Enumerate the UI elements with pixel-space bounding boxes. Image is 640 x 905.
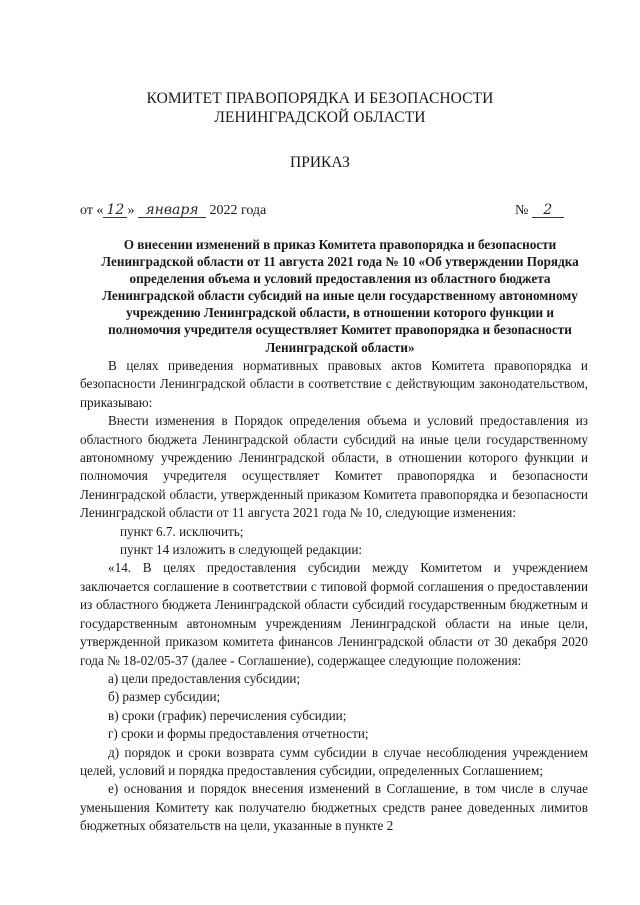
list-item-d: д) порядок и сроки возврата сумм субсидии в случае несоблюдения учреждением целей, условий и порядка предоставления субсидии, определенных Соглашением; (80, 744, 588, 778)
order-date (80, 203, 266, 219)
document-type-title: ПРИКАЗ (290, 154, 350, 171)
amendment-paragraph: Внести изменения в Порядок определения объема и условий предоставления из областного бюджета Ленинградской области субсидий на иные цели государственному автономному учреждению Ленинградской области, в отношении которого функции и полномочия учредителя осуществляет Комитет правопорядка и безопасности Ленинградской области, утвержденный приказом Комитета правопорядка и безопасности Ленинградской области от 11 августа 2021 года № 10, следующие изменения: (80, 413, 588, 521)
date-month-handwritten: января (138, 203, 206, 218)
number-label: № (515, 203, 529, 218)
date-year: 2022 года (209, 203, 267, 218)
preamble-paragraph: В целях приведения нормативных правовых актов Комитета правопорядка и безопасности Ленинградской области в соответствие с действующим законодательством, приказываю: (80, 358, 588, 410)
date-prefix: от « (80, 203, 104, 218)
organization-name-line2: ЛЕНИНГРАДСКОЙ ОБЛАСТИ (214, 109, 426, 126)
date-day-handwritten: 12 (103, 203, 127, 218)
list-item-b: б) размер субсидии; (108, 689, 221, 705)
number-handwritten: 2 (532, 203, 564, 218)
date-mid: » (127, 203, 135, 218)
list-item-e: е) основания и порядок внесения изменений в Соглашение, в том числе в случае уменьшения Комитету как получателю бюджетных средств ранее доведенных лимитов бюджетных обязательств на цели, указанные в пункте 2 (80, 781, 588, 834)
list-item-a: а) цели предоставления субсидии; (108, 670, 301, 686)
item-exclude-6-7: пункт 6.7. исключить; (120, 523, 244, 539)
order-number (515, 203, 564, 219)
list-item-v: в) сроки (график) перечисления субсидии; (108, 707, 347, 723)
organization-name-line1: КОМИТЕТ ПРАВОПОРЯДКА И БЕЗОПАСНОСТИ (146, 90, 494, 107)
new-clause-14: «14. В целях предоставления субсидии между Комитетом и учреждением заключается соглашение в соответствии с типовой формой соглашения о предоставлении из областного бюджета Ленинградской области субсидий государственным бюджетным и государственным автономным учреждениям Ленинградской области на иные цели, утвержденной приказом комитета финансов Ленинградской области от 30 декабря 2020 года № 18-02/05-37 (далее - Соглашение), содержащее следующие положения: (80, 560, 588, 668)
list-item-g: г) сроки и формы предоставления отчетности; (108, 726, 369, 742)
order-body (80, 357, 588, 836)
item-replace-14: пункт 14 изложить в следующей редакции: (120, 542, 363, 558)
order-subject: О внесении изменений в приказ Комитета правопорядка и безопасности Ленинградской области от 11 августа 2021 года № 10 «Об утверждении Порядка определения объема и условий предоставления из областного бюджета Ленинградской области субсидий на иные цели государственному автономному учреждению Ленинградской области, в отношении которого функции и полномочия учредителя осуществляет Комитет правопорядка и безопасности Ленинградской области» (101, 237, 579, 355)
